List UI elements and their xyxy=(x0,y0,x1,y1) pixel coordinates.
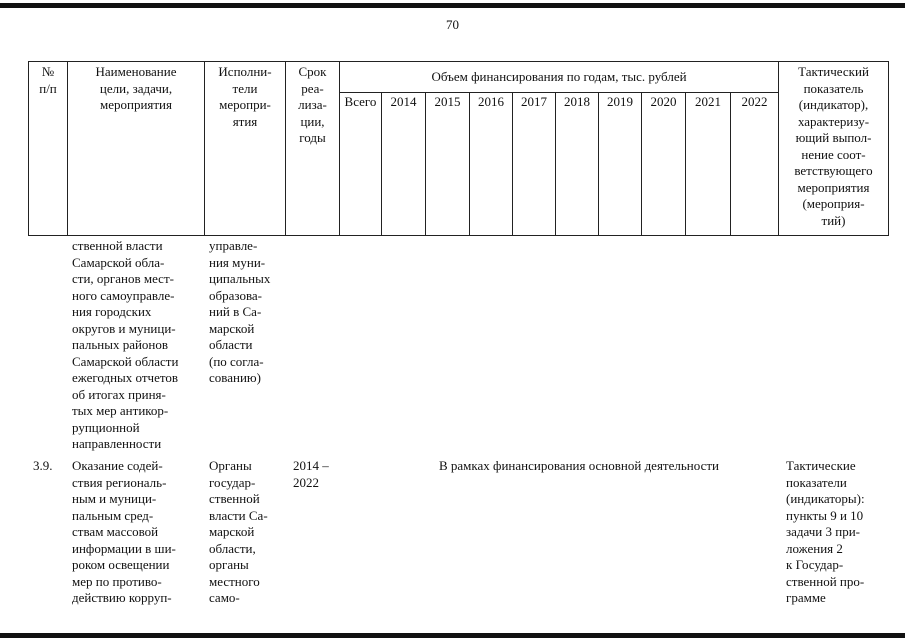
col-border xyxy=(685,92,686,236)
header-year: 2019 xyxy=(607,94,633,109)
col-border xyxy=(598,92,599,236)
header-term: Срок реа- лиза- ции, годы xyxy=(298,64,327,145)
col-border xyxy=(469,92,470,236)
top-rule xyxy=(0,3,905,8)
row-3-9-indicator: Тактические показатели (индикаторы): пункты 9 и 10 задачи 3 при- ложения 2 к Государ- ственной про- грамме xyxy=(786,458,865,605)
row-3-9-number: 3.9. xyxy=(33,458,53,473)
header-indicator: Тактический показатель (индикатор), характеризу- ющий выпол- нение соот- ветствующего мероприятия (мероприя- тий) xyxy=(794,64,873,228)
header-executors: Исполни- тели меропри- ятия xyxy=(218,64,272,129)
header-year: 2015 xyxy=(434,94,461,109)
header-funding: Объем финансирования по годам, тыс. рублей xyxy=(431,69,687,84)
header-year: 2018 xyxy=(564,94,590,109)
col-border xyxy=(730,92,731,236)
table-header xyxy=(0,61,905,237)
row-3-9-term: 2014 – 2022 xyxy=(293,458,329,490)
header-year: 2014 xyxy=(390,94,417,109)
continued-row-executors: управле- ния муни- ципальных образова- ний в Са- марской области (по согла- сованию) xyxy=(209,238,271,385)
row-3-9-name: Оказание содей- ствия региональ- ным и муници- пальным сред- ствам массовой информации в ши- роком освещении мер по противо- действию корруп- xyxy=(72,458,176,605)
header-year: 2017 xyxy=(521,94,547,109)
header-year: 2021 xyxy=(695,94,721,109)
header-total: Всего xyxy=(344,94,377,109)
col-border xyxy=(512,92,513,236)
col-border xyxy=(425,92,426,236)
header-year: 2022 xyxy=(741,94,768,109)
header-bottom-border xyxy=(28,235,888,236)
row-3-9-executors: Органы государ- ственной власти Са- марской области, органы местного само- xyxy=(209,458,268,605)
funding-subheader-border xyxy=(339,92,778,93)
col-border xyxy=(381,92,382,236)
col-border xyxy=(641,92,642,236)
row-3-9-funding: В рамках финансирования основной деятельности xyxy=(438,458,719,473)
continued-row-name: ственной власти Самарской обла- сти, органов мест- ного самоуправле- ния городских округов и муници- пальных районов Самарской области ежегодных отчетов об итогах приня- тых мер антикор- рупционной направленности xyxy=(72,238,179,451)
header-name: Наименование цели, задачи, мероприятия xyxy=(95,64,177,112)
bottom-rule xyxy=(0,633,905,638)
col-border xyxy=(555,92,556,236)
header-year: 2016 xyxy=(478,94,504,109)
header-num: № п/п xyxy=(39,64,57,96)
page-number: 70 xyxy=(446,17,459,32)
header-year: 2020 xyxy=(650,94,677,109)
header-top-border xyxy=(28,61,888,62)
